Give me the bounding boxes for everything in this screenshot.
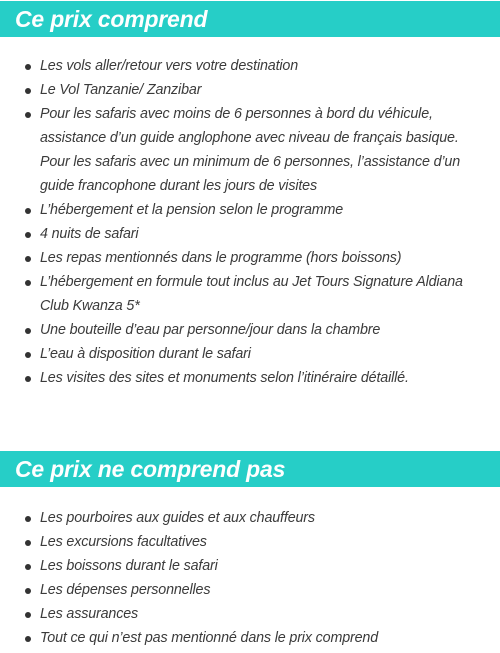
list-item-text: Les pourboires aux guides et aux chauffeurs [40, 510, 315, 526]
bullet-icon [25, 352, 31, 358]
list-item-text: Pour les safaris avec moins de 6 personnes à bord du véhicule, assistance d’un guide anglophone avec niveau de français basique. Pour les safaris avec un minimum de 6 personnes, l’assistance d’un guide francophone durant les jours de visites [40, 106, 461, 194]
list-item-text: Les excursions facultatives [40, 534, 207, 550]
excludes-list [0, 506, 500, 650]
list-item [40, 366, 492, 390]
list-item [40, 342, 492, 366]
bullet-icon [25, 280, 31, 286]
list-item [40, 626, 492, 650]
list-item [40, 78, 492, 102]
list-item-text: 4 nuits de safari [40, 226, 139, 242]
list-item-text: Les dépenses personnelles [40, 582, 211, 598]
list-item-text: Le Vol Tanzanie/ Zanzibar [40, 82, 202, 98]
bullet-icon [25, 376, 31, 382]
list-item-text: Les repas mentionnés dans le programme (hors boissons) [40, 250, 402, 266]
list-item-text: Les boissons durant le safari [40, 558, 218, 574]
list-item [40, 602, 492, 626]
excludes-title: Ce prix ne comprend pas [15, 455, 286, 482]
bullet-icon [25, 232, 31, 238]
bullet-icon [25, 516, 31, 522]
list-item [40, 54, 492, 78]
list-item-text: L’hébergement en formule tout inclus au Jet Tours Signature Aldiana Club Kwanza 5* [40, 274, 463, 314]
bullet-icon [25, 588, 31, 594]
bullet-icon [25, 88, 31, 94]
bullet-icon [25, 564, 31, 570]
excludes-section-header [0, 451, 500, 487]
list-item-text: Les vols aller/retour vers votre destination [40, 58, 299, 74]
list-item-text: L’hébergement et la pension selon le programme [40, 202, 344, 218]
list-item [40, 506, 492, 530]
bullet-icon [25, 540, 31, 546]
list-item [40, 246, 492, 270]
list-item [40, 102, 492, 198]
list-item [40, 198, 492, 222]
list-item-text: L’eau à disposition durant le safari [40, 346, 251, 362]
bullet-icon [25, 64, 31, 70]
bullet-icon [25, 328, 31, 334]
list-item [40, 578, 492, 602]
includes-section-header [0, 1, 500, 37]
includes-list [0, 54, 500, 390]
includes-title: Ce prix comprend [15, 5, 208, 32]
bullet-icon [25, 636, 31, 642]
list-item-text: Tout ce qui n’est pas mentionné dans le prix comprend [40, 630, 379, 646]
list-item-text: Les visites des sites et monuments selon l’itinéraire détaillé. [40, 370, 409, 386]
bullet-icon [25, 256, 31, 262]
bullet-icon [25, 612, 31, 618]
bullet-icon [25, 208, 31, 214]
list-item [40, 222, 492, 246]
list-item-text: Une bouteille d’eau par personne/jour dans la chambre [40, 322, 381, 338]
list-item [40, 554, 492, 578]
list-item-text: Les assurances [40, 606, 139, 622]
bullet-icon [25, 112, 31, 118]
list-item [40, 270, 492, 318]
list-item [40, 530, 492, 554]
list-item [40, 318, 492, 342]
